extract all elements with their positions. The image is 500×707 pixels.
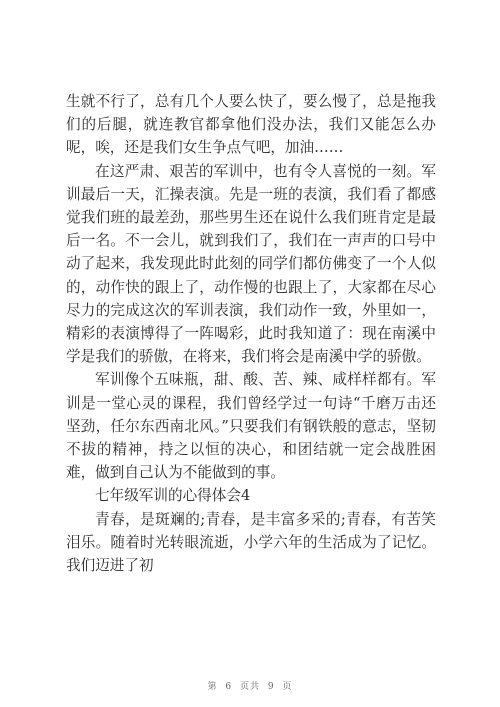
page-footer <box>0 679 500 692</box>
document-body <box>66 90 436 577</box>
footer-total-pages: 9 <box>267 682 275 692</box>
footer-middle: 页共 <box>239 682 260 692</box>
paragraph-drill-performance: 在这严肃、艰苦的军训中，也有令人喜悦的一刻。军训最后一天，汇操表演。先是一班的表演，我们看了都感觉我们班的最差劲，那些男生还在说什么我们班肯定是最后一名。不一会儿，就到我们了，我们在一声声的口号中动了起来，我发现此时此刻的同学们都仿佛变了一个人似的，动作快的跟上了，动作慢的也跟上了，大家都在尽心尽力的完成这次的军训表演，我们动作一致，外里如一，精彩的表演博得了一阵喝彩，此时我知道了：现在南溪中学是我们的骄傲，在将来，我们将会是南溪中学的骄傲。 <box>66 162 436 366</box>
footer-suffix: 页 <box>282 682 293 692</box>
paragraph-youth: 青春，是斑斓的;青春，是丰富多采的;青春，有苦笑泪乐。随着时光转眼流逝，小学六年的生活成为了记忆。我们迈进了初 <box>66 510 436 575</box>
paragraph-continued: 生就不行了，总有几个人要么快了，要么慢了，总是拖我们的后腿，就连教官都拿他们没办法，我们又能怎么办呢，唉，还是我们女生争点气吧，加油…… <box>66 93 436 157</box>
footer-prefix: 第 <box>207 682 218 692</box>
footer-current-page: 6 <box>225 682 233 692</box>
paragraph-training-summary: 军训像个五味瓶，甜、酸、苦、辣、咸样样都有。军训是一堂心灵的课程，我们曾经学过一句诗“千磨万击还坚劲，任尔东西南北风。”只要我们有钢铁般的意志，坚韧不拔的精神，持之以恒的决心，和团结就一定会战胜困难，做到自己认为不能做到的事。 <box>66 371 436 482</box>
section-heading: 七年级军训的心得体会4 <box>95 487 251 505</box>
